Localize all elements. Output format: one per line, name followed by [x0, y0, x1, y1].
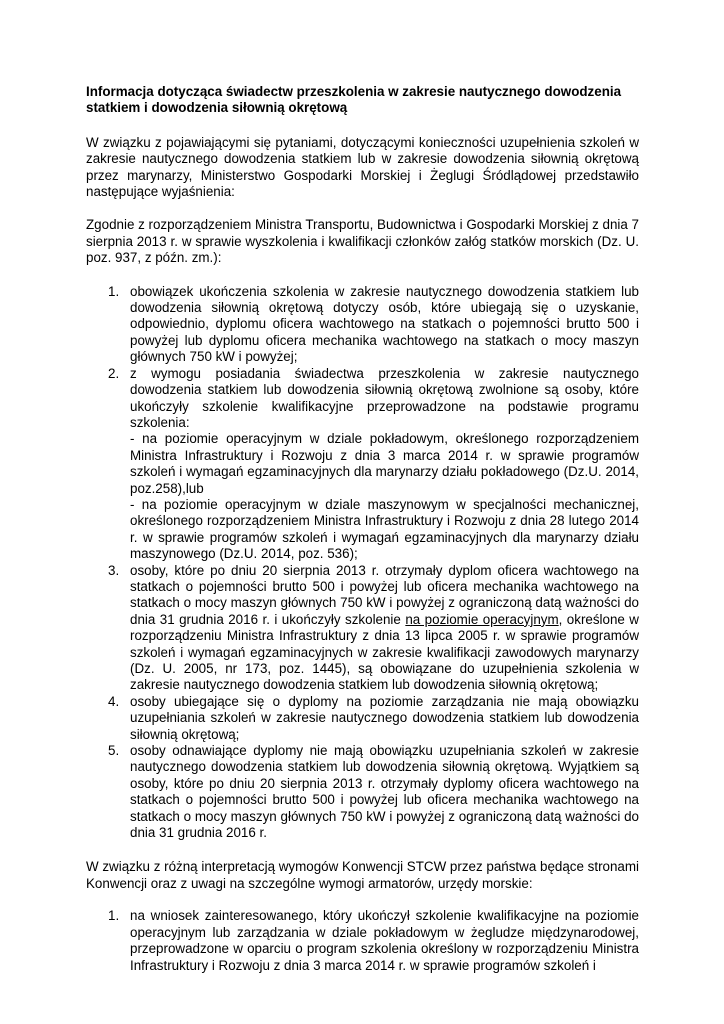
list-item-text: obowiązek ukończenia szkolenia w zakresie nautycznego dowodzenia statkiem lub dowodzenia siłownią okrętową dotyczy osób, które ubiegają się o uzyskanie, odpowiednio, dyplomu oficera wachtowego na statkach o pojemności brutto 500 i powyżej lub dyplomu oficera mechanika wachtowego na statkach o mocy maszyn głównych 750 kW i powyżej; — [130, 283, 639, 365]
list-item — [86, 743, 639, 841]
document-body — [86, 84, 639, 974]
conditions-list — [86, 284, 639, 842]
list-item — [86, 908, 639, 974]
regulation-paragraph: Zgodnie z rozporządzeniem Ministra Transportu, Budownictwa i Gospodarki Morskiej z dnia 7 sierpnia 2013 r. w sprawie wyszkolenia i kwalifikacji członków załóg statków morskich (Dz. U. poz. 937, z późn. zm.): — [86, 217, 639, 266]
list-number: 1. — [108, 283, 120, 299]
list-item-text: na wniosek zainteresowanego, który ukończył szkolenie kwalifikacyjne na poziomie operacyjnym lub zarządzania w dziale pokładowym w żegludze międzynarodowej, przeprowadzone w oparciu o program szkolenia określony w rozporządzeniu Ministra Infrastruktury i Rozwoju z dnia 3 marca 2014 r. w sprawie programów szkoleń i — [130, 908, 639, 973]
list-item-text: osoby odnawiające dyplomy nie mają obowiązku uzupełniania szkoleń w zakresie nautycznego dowodzenia statkiem lub dowodzenia siłownią okrętową. Wyjątkiem są osoby, które po dniu 20 sierpnia 2013 r. otrzymały dyplomy oficera wachtowego na statkach o pojemności brutto 500 i powyżej lub oficera mechanika wachtowego na statkach o mocy maszyn głównych 750 kW i powyżej z ograniczoną datą ważności do dnia 31 grudnia 2016 r. — [130, 743, 639, 841]
list-item-text: osoby ubiegające się o dyplomy na poziomie zarządzania nie mają obowiązku uzupełniania szkoleń w zakresie nautycznego dowodzenia statkiem lub dowodzenia siłownią okrętową; — [130, 693, 639, 742]
list-number: 4. — [108, 693, 120, 709]
list-item — [86, 563, 639, 694]
list-subitem: - na poziomie operacyjnym w dziale pokładowym, określonego rozporządzeniem Ministra Infrastruktury i Rozwoju z dnia 3 marca 2014 r. w sprawie programów szkoleń i wymagań egzaminacyjnych dla marynarzy działu pokładowego (Dz.U. 2014, poz.258),lub — [130, 431, 639, 496]
list-number: 5. — [108, 743, 120, 759]
list-number: 2. — [108, 365, 120, 381]
stcw-paragraph: W związku z różną interpretacją wymogów Konwencji STCW przez państwa będące stronami Konwencji oraz z uwagi na szczególne wymogi armatorów, urzędy morskie: — [86, 859, 639, 891]
underlined-phrase: na poziomie operacyjnym — [405, 611, 559, 627]
maritime-offices-list — [86, 908, 639, 974]
list-item-text: z wymogu posiadania świadectwa przeszkolenia w zakresie nautycznego dowodzenia statkiem lub dowodzenia siłownią okrętową zwolnione są osoby, które ukończyły szkolenie kwalifikacyjne przeprowadzone na podstawie programu szkolenia: — [130, 365, 639, 430]
list-subitem: - na poziomie operacyjnym w dziale maszynowym w specjalności mechanicznej, określonego rozporządzeniem Ministra Infrastruktury i Rozwoju z dnia 28 lutego 2014 r. w sprawie programów szkoleń i wymagań egzaminacyjnych dla marynarzy działu maszynowego (Dz.U. 2014, poz. 536); — [130, 496, 639, 562]
list-number: 1. — [108, 908, 120, 924]
list-number: 3. — [108, 562, 120, 578]
intro-paragraph: W związku z pojawiającymi się pytaniami, dotyczącymi konieczności uzupełnienia szkoleń w zakresie nautycznego dowodzenia statkiem lub w zakresie dowodzenia siłownią okrętową przez marynarzy, Ministerstwo Gospodarki Morskiej i Żeglugi Śródlądowej przedstawiło następujące wyjaśnienia: — [86, 134, 639, 200]
list-item-text: , określone w rozporządzeniu Ministra Infrastruktury z dnia 13 lipca 2005 r. w sprawie programów szkoleń i wymagań egzaminacyjnych w zakresie kwalifikacji zawodowych marynarzy (Dz. U. 2005, nr 173, poz. 1445), są obowiązane do uzupełnienia szkolenia w zakresie nautycznego dowodzenia statkiem lub dowodzenia siłownią okrętową; — [130, 611, 639, 693]
list-item — [86, 366, 639, 563]
document-title: Informacja dotycząca świadectw przeszkolenia w zakresie nautycznego dowodzenia statkiem i dowodzenia siłownią okrętową — [86, 84, 622, 116]
list-item-text: osoby, które po dniu 20 sierpnia 2013 r. otrzymały dyplom oficera wachtowego na statkach o pojemności brutto 500 i powyżej lub oficera mechanika wachtowego na statkach o mocy maszyn głównych 750 kW i powyżej z ograniczoną datą ważności do dnia 31 grudnia 2016 r. i ukończyły szkolenie — [130, 562, 639, 627]
list-item — [86, 694, 639, 743]
list-item — [86, 284, 639, 366]
